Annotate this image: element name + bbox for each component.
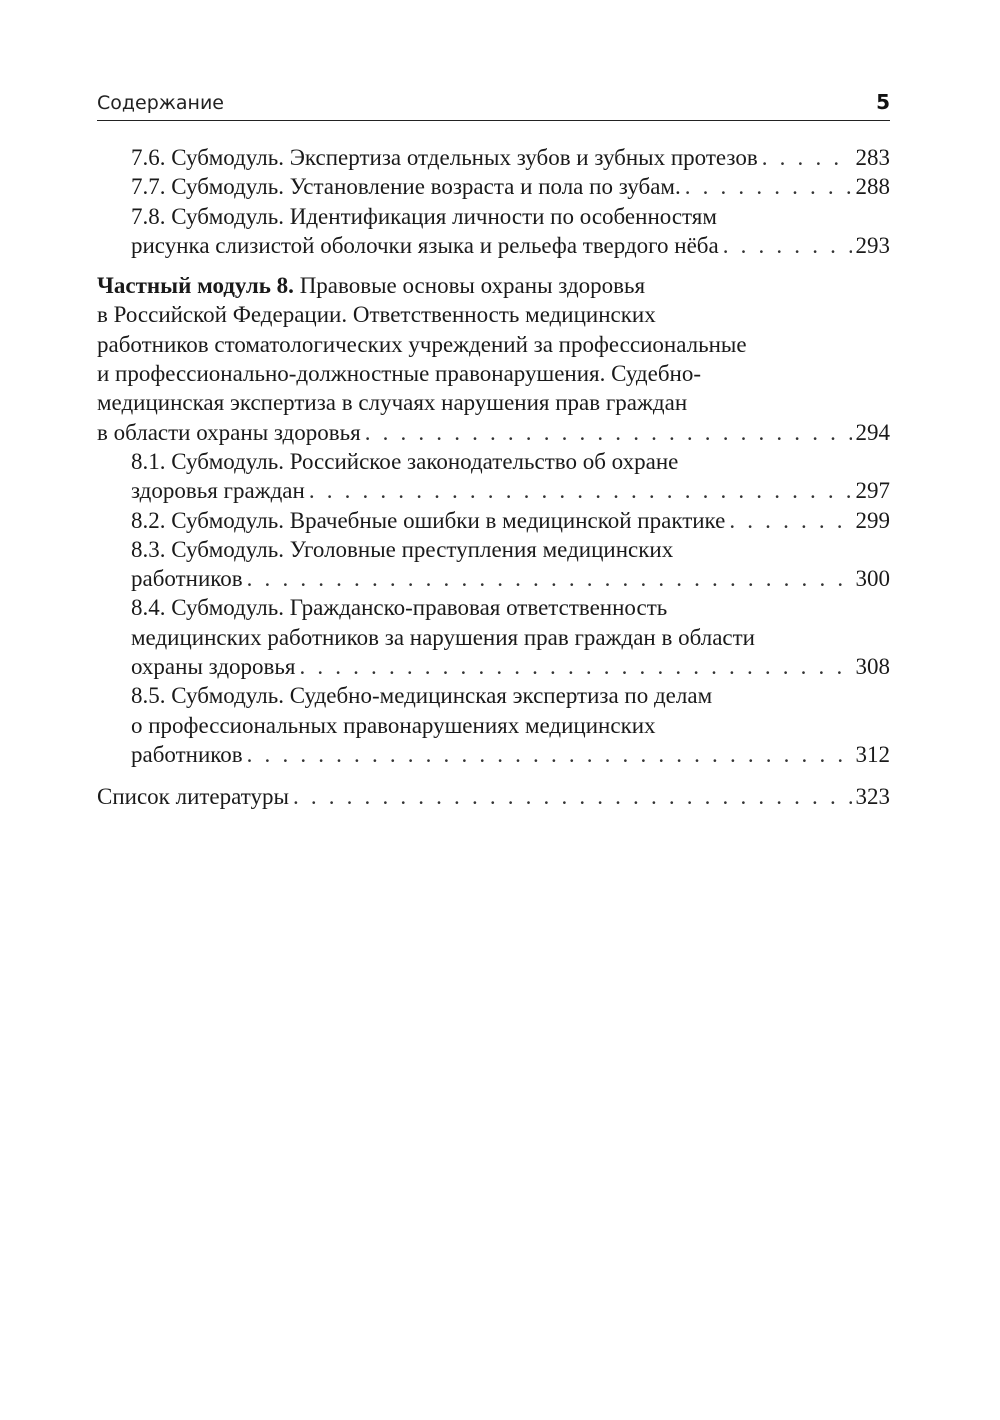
toc-entry-references[interactable] — [97, 782, 890, 811]
toc-entry-page: 283 — [855, 145, 890, 170]
toc-entry-title-cont: медицинская экспертиза в случаях нарушения прав граждан — [97, 390, 688, 416]
toc-entry-7-8[interactable] — [97, 202, 890, 261]
running-head — [97, 90, 890, 121]
toc-entry-title-cont: о профессиональных правонарушениях медицинских — [131, 712, 656, 738]
toc-entry-title-cont: в области охраны здоровья — [97, 419, 361, 445]
toc-entry-title-cont: работников стоматологических учреждений за профессиональные — [97, 331, 747, 357]
toc-entry-title-cont: рисунка слизистой оболочки языка и рельефа твердого нёба — [131, 232, 719, 258]
toc-entry-title: Уголовные преступления медицинских — [289, 536, 674, 562]
toc-entry-title: Экспертиза отдельных зубов и зубных протезов — [289, 145, 758, 170]
toc-entry-page: 297 — [855, 478, 890, 504]
toc-entry-page: 288 — [855, 174, 890, 200]
table-of-contents — [97, 143, 890, 812]
toc-leader-dots — [293, 782, 852, 811]
toc-entry-title: Идентификация личности по особенностям — [289, 203, 717, 229]
toc-entry-page: 323 — [855, 784, 890, 810]
toc-entry-label: 7.6. Субмодуль. — [131, 145, 284, 170]
toc-entry-8-5[interactable] — [97, 681, 890, 769]
toc-entry-title-cont: работников — [131, 741, 243, 767]
toc-entry-title-cont: в Российской Федерации. Ответственность медицинских — [97, 302, 656, 328]
toc-leader-dots — [247, 740, 852, 769]
toc-entry-8-3[interactable] — [97, 535, 890, 594]
toc-entry-title: Врачебные ошибки в медицинской практике — [289, 507, 726, 533]
toc-entry-title-cont: медицинских работников за нарушения прав граждан в области — [131, 624, 755, 650]
toc-leader-dots — [723, 231, 852, 260]
toc-entry-page: 312 — [855, 741, 890, 767]
toc-entry-title-cont: охраны здоровья — [131, 654, 296, 680]
toc-entry-title: Судебно-медицинская экспертиза по делам — [289, 683, 713, 709]
toc-entry-page: 293 — [855, 232, 890, 258]
toc-entry-title-cont: здоровья граждан — [131, 478, 305, 504]
toc-entry-label: 8.3. Субмодуль. — [131, 536, 284, 562]
toc-entry-title-cont: и профессионально-должностные правонарушения. Судебно- — [97, 361, 702, 387]
toc-entry-page: 299 — [855, 507, 890, 533]
toc-entry-label: 8.4. Субмодуль. — [131, 595, 284, 621]
toc-entry-title-cont: работников — [131, 566, 243, 592]
toc-entry-title: Правовые основы охраны здоровья — [299, 273, 646, 299]
running-head-title: Содержание — [97, 92, 224, 114]
toc-entry-label: 8.5. Субмодуль. — [131, 683, 284, 709]
toc-entry-label: 8.2. Субмодуль. — [131, 507, 284, 533]
toc-entry-label: 8.1. Субмодуль. — [131, 448, 284, 474]
toc-module-label: Частный модуль 8. — [97, 273, 294, 299]
page-number: 5 — [876, 90, 890, 114]
toc-entry-8-4[interactable] — [97, 593, 890, 681]
toc-entry-page: 308 — [855, 654, 890, 680]
toc-entry-title: Гражданско-правовая ответственность — [289, 595, 668, 621]
toc-entry-module-8[interactable] — [97, 271, 890, 447]
toc-entry-label: 7.7. Субмодуль. — [131, 174, 284, 200]
toc-entry-7-7[interactable] — [97, 172, 890, 201]
toc-leader-dots — [685, 172, 852, 201]
toc-leader-dots — [729, 506, 851, 535]
toc-leader-dots — [762, 143, 852, 172]
toc-entry-page: 294 — [855, 419, 890, 445]
toc-leader-dots — [299, 652, 851, 681]
toc-entry-title: Российское законодательство об охране — [289, 448, 679, 474]
toc-entry-title: Список литературы — [97, 784, 289, 810]
toc-entry-7-6[interactable] — [97, 143, 890, 172]
toc-leader-dots — [247, 564, 852, 593]
toc-leader-dots — [309, 476, 852, 505]
toc-entry-8-2[interactable] — [97, 506, 890, 535]
toc-entry-title: Установление возраста и пола по зубам. — [289, 174, 681, 200]
toc-entry-page: 300 — [855, 566, 890, 592]
toc-leader-dots — [365, 418, 852, 447]
toc-entry-label: 7.8. Субмодуль. — [131, 203, 284, 229]
toc-entry-8-1[interactable] — [97, 447, 890, 506]
